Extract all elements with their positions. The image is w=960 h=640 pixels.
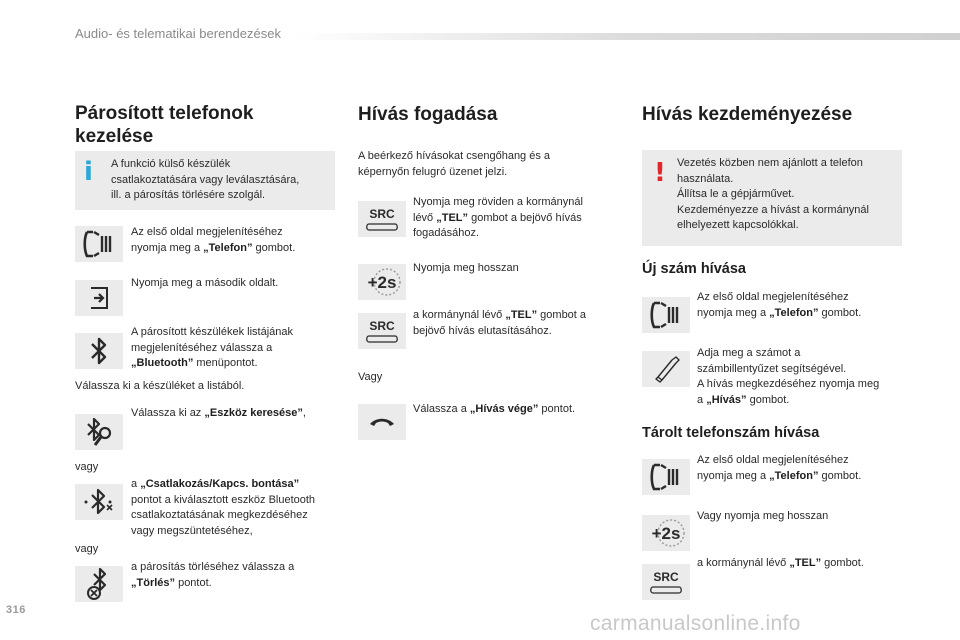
- col3-s2-step2-text: Vagy nyomja meg hosszan: [697, 510, 829, 522]
- or-text-1: vagy: [75, 461, 99, 473]
- col3-s2-step1-text: Az első oldal megjelenítéséhez nyomja meg a „Telefon” gombot.: [697, 454, 862, 482]
- handset-outline-icon: [646, 353, 686, 385]
- next-page-arrow-icon: [81, 283, 117, 313]
- col1-step4-text: Válassza ki az „Eszköz keresése”,: [131, 407, 306, 419]
- section-title-make-call: Hívás kezdeményezése: [642, 104, 853, 125]
- connect-disconnect-button-icon: [75, 484, 123, 520]
- col1-step1-text: Az első oldal megjelenítéséhez nyomja meg a „Telefon” gombot.: [131, 226, 296, 254]
- svg-text:SRC: SRC: [653, 570, 679, 584]
- src-button-icon-1: [358, 201, 406, 237]
- bluetooth-delete-icon: [80, 566, 118, 602]
- long-press-2s-icon: [643, 515, 689, 551]
- bluetooth-connect-icon: [79, 485, 119, 519]
- col1-step2-text: Nyomja meg a második oldalt.: [131, 277, 279, 289]
- src-button-icon-3: [642, 564, 690, 600]
- warning-box-text: Vezetés közben nem ajánlott a telefon használata. Állítsa le a gépjárművet. Kezdeményezze a hívást a kormánynál elhelyezett kapcsolókkal.: [677, 157, 869, 231]
- col3-s2-step3-text: a kormánynál lévő „TEL” gombot.: [697, 557, 864, 569]
- col2-step2-text: Nyomja meg hosszan: [413, 262, 519, 274]
- telefon-button-icon-3: [642, 459, 690, 495]
- warning-icon: !: [654, 158, 666, 188]
- src-button-icon: [644, 565, 688, 599]
- delete-pairing-button-icon: [75, 566, 123, 602]
- phone-handset-icon: [79, 228, 119, 260]
- svg-text:+2s: +2s: [651, 524, 681, 543]
- device-search-button-icon: [75, 414, 123, 450]
- long-press-2s-icon: [359, 264, 405, 300]
- long-press-icon-2: [642, 515, 690, 551]
- section-title-receive-call: Hívás fogadása: [358, 104, 498, 125]
- src-button-icon: [360, 202, 404, 236]
- select-device-text: Válassza ki a készüléket a listából.: [75, 380, 245, 392]
- phone-handset-icon: [646, 461, 686, 493]
- col3-s1-step2-text: Adja meg a számot a számbillentyűzet segítségével. A hívás megkezdéséhez nyomja meg a „Hívás” gombot.: [697, 347, 880, 406]
- device-search-icon: [80, 415, 118, 449]
- telefon-button-icon: [75, 226, 123, 262]
- col1-step3-text: A párosított készülékek listájának megjelenítéséhez válassza a „Bluetooth” menüpontot.: [131, 326, 294, 369]
- info-box: [75, 151, 335, 210]
- col2-or-text: Vagy: [358, 371, 383, 383]
- col2-step4-text: Válassza a „Hívás vége” pontot.: [413, 403, 576, 415]
- src-button-icon: [360, 314, 404, 348]
- bluetooth-button-icon: [75, 333, 123, 369]
- svg-text:+2s: +2s: [367, 273, 397, 292]
- end-call-button-icon: [358, 404, 406, 440]
- hang-up-icon: [362, 407, 402, 437]
- col1-step5-text: a „Csatlakozás/Kapcs. bontása” pontot a kiválasztott eszköz Bluetooth csatlakoztatásának megkezdéséhez vagy megszüntetéséhez,: [131, 478, 316, 537]
- section-title-paired-phones: Párosított telefonok kezelése: [75, 103, 254, 147]
- telefon-button-icon-2: [642, 297, 690, 333]
- long-press-icon-1: [358, 264, 406, 300]
- info-icon: i: [84, 157, 93, 187]
- watermark-text: carmanualsonline.info: [590, 612, 801, 635]
- col2-step3-text: a kormánynál lévő „TEL” gombot a bejövő hívás elutasításához.: [413, 309, 587, 337]
- phone-handset-icon: [646, 299, 686, 331]
- info-box-text: A funkció külső készülék csatlakoztatására vagy leválasztására, ill. a párosítás törlésére szolgál.: [111, 158, 300, 201]
- col3-s1-step1-text: Az első oldal megjelenítéséhez nyomja meg a „Telefon” gombot.: [697, 291, 862, 319]
- subsection-title-stored-number: Tárolt telefonszám hívása: [642, 425, 820, 441]
- or-text-2: vagy: [75, 543, 99, 555]
- page-header-title: Audio- és telematikai berendezések: [75, 26, 281, 41]
- bluetooth-icon: [84, 334, 114, 368]
- col1-step6-text: a párosítás törléséhez válassza a „Törlés” pontot.: [131, 561, 295, 589]
- col2-intro-text: A beérkező hívásokat csengőhang és a képernyőn felugró üzenet jelzi.: [358, 150, 551, 178]
- svg-text:SRC: SRC: [369, 319, 395, 333]
- src-button-icon-2: [358, 313, 406, 349]
- warning-box: [642, 150, 902, 246]
- col2-step1-text: Nyomja meg röviden a kormánynál lévő „TEL” gombot a bejövő hívás fogadásához.: [413, 196, 583, 239]
- handset-call-button-icon: [642, 351, 690, 387]
- header-gradient-bar: [294, 33, 960, 40]
- subsection-title-new-number: Új szám hívása: [642, 261, 746, 277]
- next-page-button-icon: [75, 280, 123, 316]
- page-number: 316: [6, 604, 26, 616]
- svg-text:SRC: SRC: [369, 207, 395, 221]
